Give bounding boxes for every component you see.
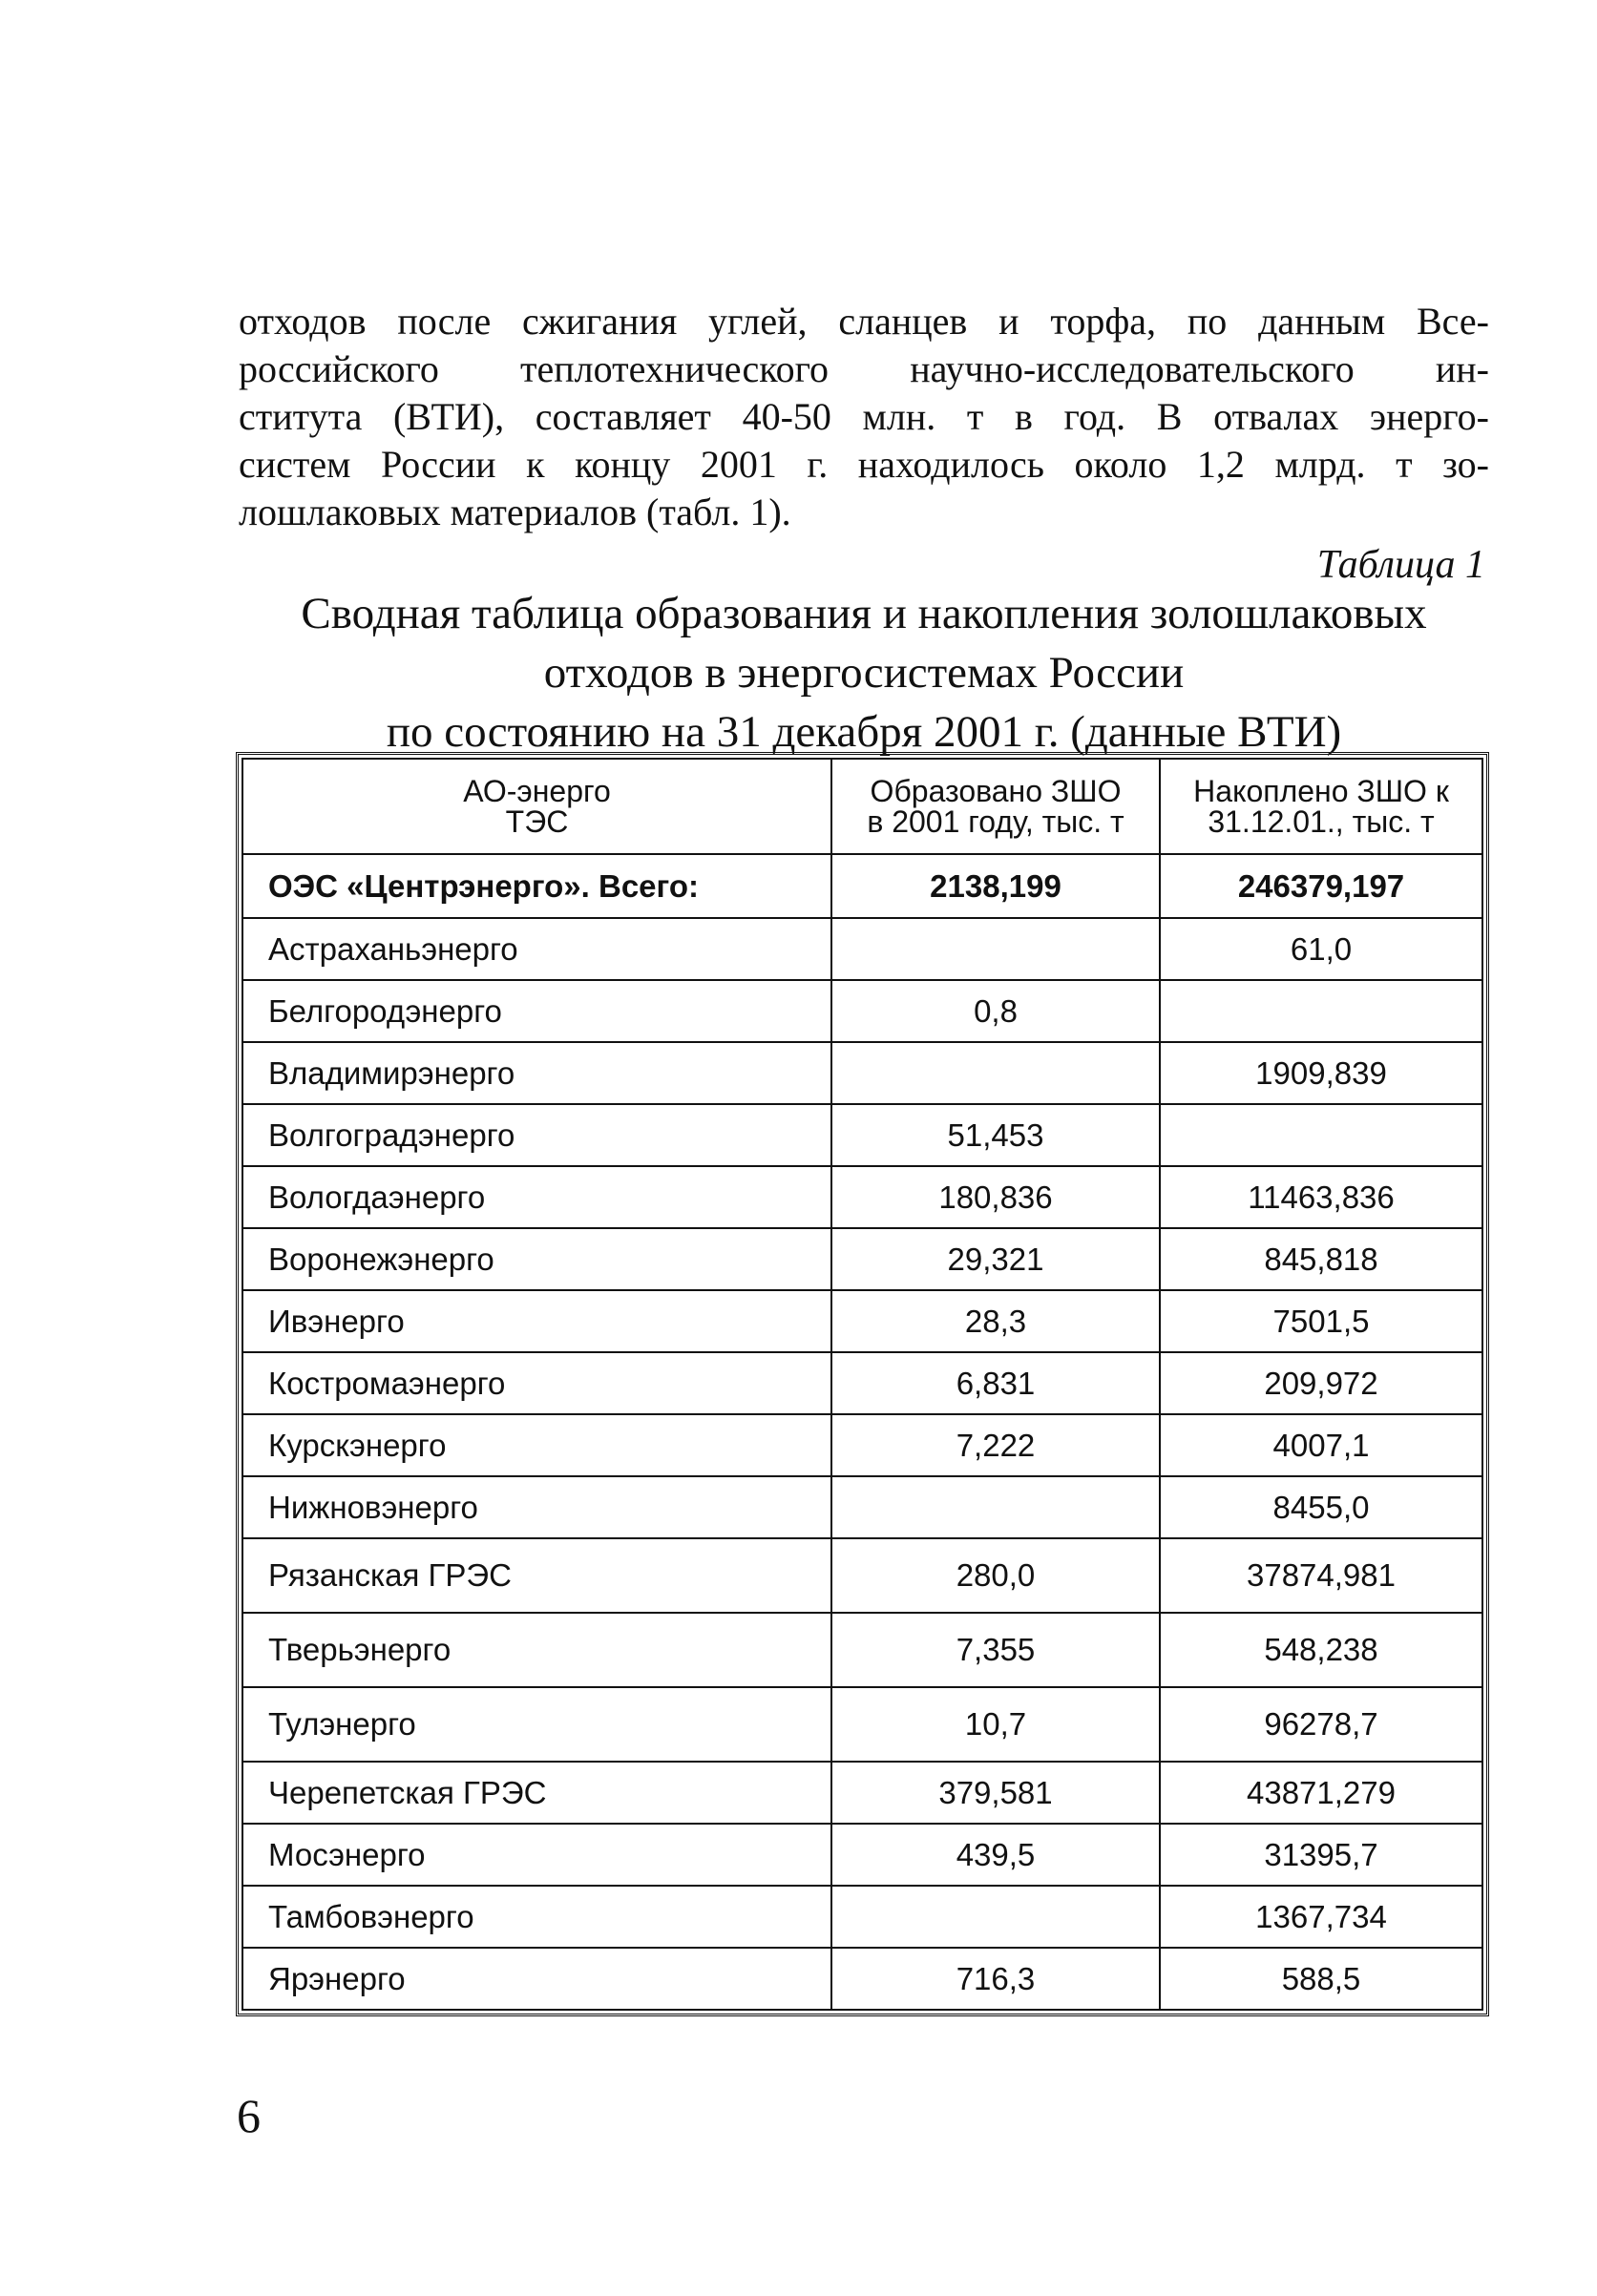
- row-name: Ярэнерго: [242, 1948, 831, 2010]
- total-name: ОЭС «Центрэнерго». Всего:: [242, 854, 831, 918]
- table-title-line: Сводная таблица образования и накопления золошлаковых: [301, 589, 1427, 638]
- row-name: Тверьэнерго: [242, 1613, 831, 1687]
- page-number: 6: [237, 2089, 261, 2142]
- row-name: Костромаэнерго: [242, 1352, 831, 1414]
- body-paragraph: [239, 298, 1489, 536]
- total-formed: 2138,199: [831, 854, 1160, 918]
- row-name: Рязанская ГРЭС: [242, 1538, 831, 1613]
- row-formed: 0,8: [831, 980, 1160, 1042]
- row-accumulated: 43871,279: [1160, 1762, 1482, 1824]
- row-name: Ивэнерго: [242, 1290, 831, 1352]
- row-name: Воронежэнерго: [242, 1228, 831, 1290]
- row-name: Тулэнерго: [242, 1687, 831, 1762]
- row-accumulated: 96278,7: [1160, 1687, 1482, 1762]
- row-name: Вологдаэнерго: [242, 1166, 831, 1228]
- ash-waste-table-frame: [236, 752, 1489, 2016]
- header-formed: Образовано ЗШО в 2001 году, тыс. т: [831, 759, 1160, 854]
- row-accumulated: 31395,7: [1160, 1824, 1482, 1886]
- row-formed: 280,0: [831, 1538, 1160, 1613]
- row-formed: 28,3: [831, 1290, 1160, 1352]
- header-accumulated: Накоплено ЗШО к 31.12.01., тыс. т: [1160, 759, 1482, 854]
- table-row: [242, 1948, 1482, 2010]
- row-formed: 29,321: [831, 1228, 1160, 1290]
- row-accumulated: 548,238: [1160, 1613, 1482, 1687]
- row-accumulated: 209,972: [1160, 1352, 1482, 1414]
- row-accumulated: 1367,734: [1160, 1886, 1482, 1948]
- table-row: [242, 1414, 1482, 1476]
- row-name: Белгородэнерго: [242, 980, 831, 1042]
- row-accumulated: 1909,839: [1160, 1042, 1482, 1104]
- row-formed: [831, 918, 1160, 980]
- paragraph-line: российского теплотехнического научно-исследовательского ин-: [239, 347, 1489, 390]
- row-accumulated: 7501,5: [1160, 1290, 1482, 1352]
- row-accumulated: 4007,1: [1160, 1414, 1482, 1476]
- row-formed: 6,831: [831, 1352, 1160, 1414]
- row-name: Черепетская ГРЭС: [242, 1762, 831, 1824]
- row-formed: 716,3: [831, 1948, 1160, 2010]
- row-name: Владимирэнерго: [242, 1042, 831, 1104]
- table-row: [242, 980, 1482, 1042]
- table-row: [242, 1228, 1482, 1290]
- paragraph-line: систем России к концу 2001 г. находилось около 1,2 млрд. т зо-: [239, 443, 1489, 486]
- row-name: Волгоградэнерго: [242, 1104, 831, 1166]
- row-accumulated: 588,5: [1160, 1948, 1482, 2010]
- row-formed: [831, 1886, 1160, 1948]
- paragraph-line: отходов после сжигания углей, сланцев и торфа, по данным Все-: [239, 300, 1489, 343]
- table-row: [242, 1290, 1482, 1352]
- row-accumulated: 37874,981: [1160, 1538, 1482, 1613]
- table-row: [242, 1687, 1482, 1762]
- table-title: [239, 584, 1489, 762]
- table-row: [242, 1824, 1482, 1886]
- row-formed: [831, 1042, 1160, 1104]
- row-accumulated: 61,0: [1160, 918, 1482, 980]
- table-label: Таблица 1: [1316, 543, 1485, 587]
- table-row: [242, 1104, 1482, 1166]
- row-accumulated: [1160, 980, 1482, 1042]
- table-title-line: по состоянию на 31 декабря 2001 г. (данные ВТИ): [386, 707, 1342, 757]
- row-formed: 7,355: [831, 1613, 1160, 1687]
- row-name: Мосэнерго: [242, 1824, 831, 1886]
- header-company: АО-энерго ТЭС: [242, 759, 831, 854]
- table-row: [242, 1042, 1482, 1104]
- table-row: [242, 1762, 1482, 1824]
- paragraph-line: ститута (ВТИ), составляет 40-50 млн. т в год. В отвалах энерго-: [239, 395, 1489, 438]
- table-row: [242, 918, 1482, 980]
- row-name: Курскэнерго: [242, 1414, 831, 1476]
- row-name: Нижновэнерго: [242, 1476, 831, 1538]
- row-formed: [831, 1476, 1160, 1538]
- paragraph-line: лошлаковых материалов (табл. 1).: [239, 491, 791, 533]
- table-row: [242, 1476, 1482, 1538]
- table-header-row: [242, 759, 1482, 854]
- table-row: [242, 1538, 1482, 1613]
- row-accumulated: 8455,0: [1160, 1476, 1482, 1538]
- table-row: [242, 1166, 1482, 1228]
- row-name: Астраханьэнерго: [242, 918, 831, 980]
- total-accumulated: 246379,197: [1160, 854, 1482, 918]
- row-formed: 439,5: [831, 1824, 1160, 1886]
- row-accumulated: 11463,836: [1160, 1166, 1482, 1228]
- row-accumulated: [1160, 1104, 1482, 1166]
- row-accumulated: 845,818: [1160, 1228, 1482, 1290]
- table-total-row: [242, 854, 1482, 918]
- row-formed: 10,7: [831, 1687, 1160, 1762]
- table-row: [242, 1613, 1482, 1687]
- ash-waste-table: [242, 758, 1483, 2011]
- row-formed: 379,581: [831, 1762, 1160, 1824]
- row-formed: 51,453: [831, 1104, 1160, 1166]
- table-row: [242, 1886, 1482, 1948]
- table-title-line: отходов в энергосистемах России: [543, 648, 1185, 698]
- row-formed: 7,222: [831, 1414, 1160, 1476]
- table-row: [242, 1352, 1482, 1414]
- row-formed: 180,836: [831, 1166, 1160, 1228]
- row-name: Тамбовэнерго: [242, 1886, 831, 1948]
